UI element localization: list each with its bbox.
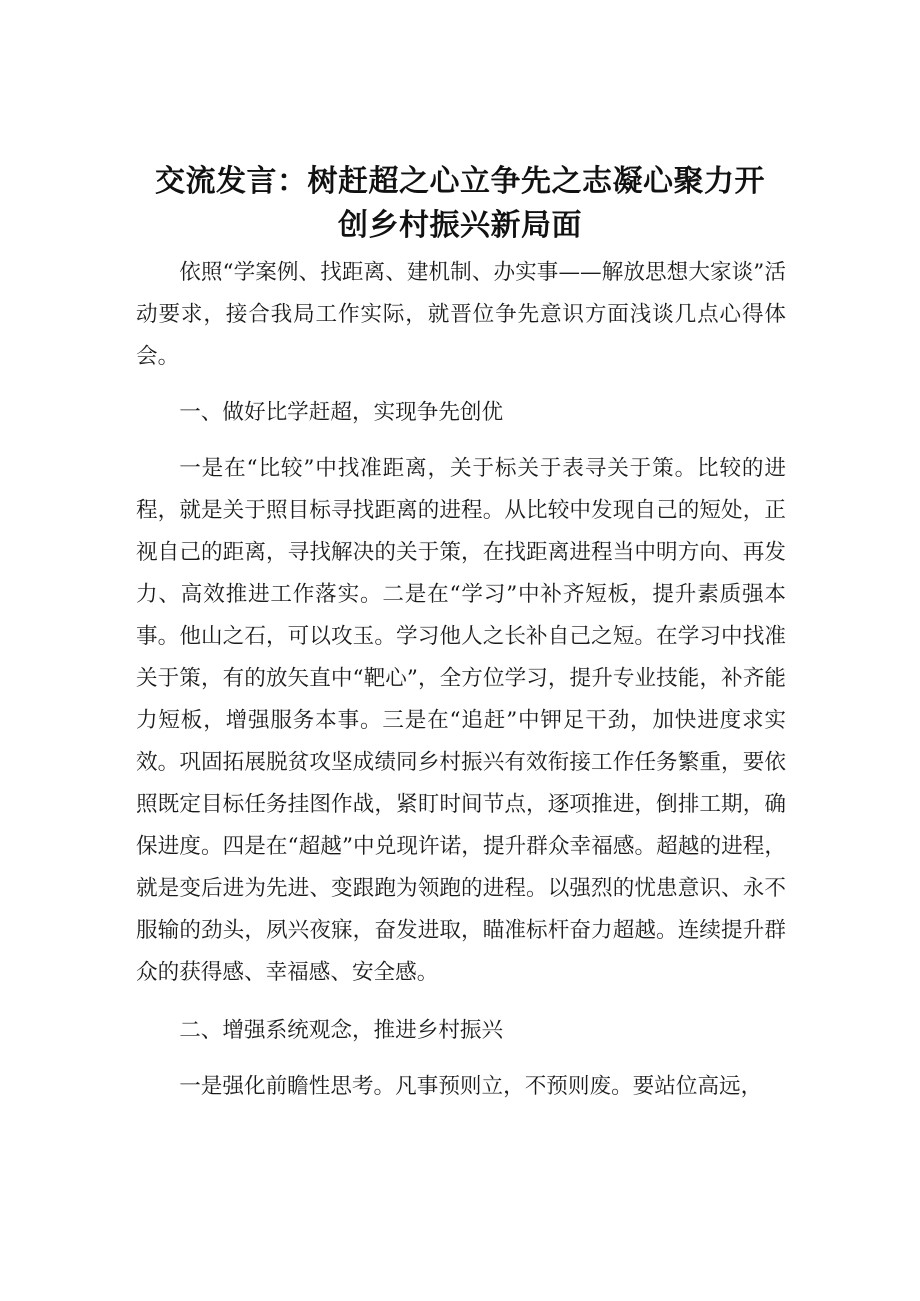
body-paragraph: 一是强化前瞻性思考。凡事预则立，不预则废。要站位高远，	[179, 1074, 763, 1099]
section-heading-1: 一、做好比学赶超，实现争先创优	[179, 400, 504, 425]
document-body	[136, 252, 786, 1108]
intro-paragraph: 依照“学案例、找距离、建机制、办实事——解放思想大家谈”活动要求，接合我局工作实际，就晋位争先意识方面浅谈几点心得体会。	[136, 260, 786, 369]
body-paragraph: 一是在“比较”中找准距离，关于标关于表寻关于策。比较的进程，就是关于照目标寻找距离的进程。从比较中发现自己的短处，正视自己的距离，寻找解决的关于策，在找距离进程当中明方向、再发力、高效推进工作落实。二是在“学习”中补齐短板，提升素质强本事。他山之石，可以攻玉。学习他人之长补自己之短。在学习中找准关于策，有的放矢直中“靶心”，全方位学习，提升专业技能，补齐能力短板，增强服务本事。三是在“追赶”中钾足干劲，加快进度求实效。巩固拓展脱贫攻坚成绩同乡村振兴有效衔接工作任务繁重，要依照既定目标任务挂图作战，紧盯时间节点，逐项推进，倒排工期，确保进度。四是在“超越”中兑现许诺，提升群众幸福感。超越的进程，就是变后进为先进、变跟跑为领跑的进程。以强烈的忧患意识、永不服输的劲头，夙兴夜寐，奋发进取，瞄准标杆奋力超越。连续提升群众的获得感、幸福感、安全感。	[136, 456, 786, 985]
title-line-1: 交流发言：树赶超之心立争先之志凝心聚力开	[155, 164, 765, 199]
document-title	[120, 160, 800, 248]
title-line-2: 创乡村振兴新局面	[338, 208, 582, 243]
section-heading-2: 二、增强系统观念，推进乡村振兴	[179, 1018, 504, 1043]
